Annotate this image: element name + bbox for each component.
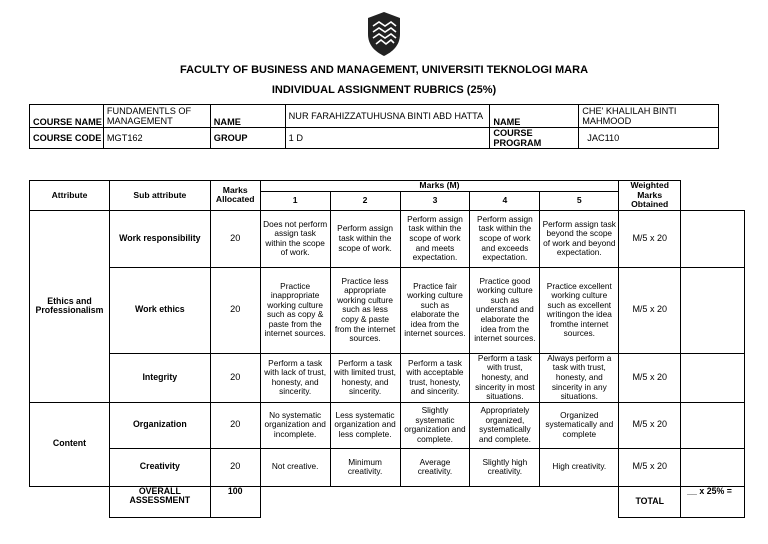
level-4-cell: Slightly high creativity.	[470, 448, 540, 486]
rubric-row	[30, 448, 745, 486]
weighted-score-cell[interactable]	[681, 353, 745, 402]
level-4-cell: Practice good working culture such as understand and elaborate the idea from the internet sources.	[470, 267, 540, 353]
name-label: NAME	[210, 105, 285, 128]
rubric-row	[30, 267, 745, 353]
marks-cell: 20	[210, 210, 260, 267]
level-5-header: 5	[540, 192, 619, 211]
formula-cell: M/5 x 20	[619, 402, 681, 448]
level-3-cell: Practice fair working culture such as elaborate the idea from the internet sources.	[400, 267, 470, 353]
marks-cell: 20	[210, 267, 260, 353]
level-1-cell: Not creative.	[260, 448, 330, 486]
level-4-header: 4	[470, 192, 540, 211]
weighted-score-cell[interactable]	[681, 448, 745, 486]
sub-attribute-cell: Creativity	[109, 448, 210, 486]
sub-attribute-cell: Integrity	[109, 353, 210, 402]
marks-cell: 20	[210, 402, 260, 448]
sub-attribute-cell: Work responsibility	[109, 210, 210, 267]
formula-cell: M/5 x 20	[619, 353, 681, 402]
course-program-label: COURSE PROGRAM	[490, 128, 579, 149]
weighted-score-cell[interactable]	[681, 210, 745, 267]
course-name-label: COURSE NAME	[30, 105, 104, 128]
overall-assessment-label: OVERALL ASSESSMENT	[109, 486, 210, 517]
overall-spacer	[260, 486, 619, 517]
level-2-cell: Minimum creativity.	[330, 448, 400, 486]
attribute-cell: Ethics and Professionalism	[30, 210, 110, 402]
rubric-row	[30, 402, 745, 448]
level-3-cell: Slightly systematic organization and complete.	[400, 402, 470, 448]
marks-m-header: Marks (M)	[260, 181, 619, 192]
total-label: TOTAL	[619, 486, 681, 517]
sub-attribute-cell: Organization	[109, 402, 210, 448]
sub-attribute-header: Sub attribute	[109, 181, 210, 211]
weighted-score-cell[interactable]	[681, 402, 745, 448]
course-name-value: FUNDAMENTLS OF MANAGEMENT	[103, 105, 210, 128]
attribute-cell: Content	[30, 402, 110, 486]
overall-row	[30, 486, 745, 517]
level-2-cell: Less systematic organization and less complete.	[330, 402, 400, 448]
lecturer-name: CHE' KHALILAH BINTI MAHMOOD	[579, 105, 719, 128]
level-2-cell: Perform assign task within the scope of work.	[330, 210, 400, 267]
sub-attribute-cell: Work ethics	[109, 267, 210, 353]
course-info-table	[29, 104, 719, 149]
marks-allocated-header: Marks Allocated	[210, 181, 260, 211]
weighted-score-cell[interactable]	[681, 267, 745, 353]
level-4-cell: Perform a task with trust, honesty, and sincerity in most situations.	[470, 353, 540, 402]
lecturer-name-label: NAME	[490, 105, 579, 128]
level-5-cell: High creativity.	[540, 448, 619, 486]
formula-cell: M/5 x 20	[619, 267, 681, 353]
header-blank	[681, 181, 745, 211]
level-5-cell: Always perform a task with trust, honesty, and sincerity in any situations.	[540, 353, 619, 402]
level-1-cell: Does not perform assign task within the scope of work.	[260, 210, 330, 267]
level-3-cell: Perform a task with acceptable trust, honesty, and sincerity.	[400, 353, 470, 402]
group-label: GROUP	[210, 128, 285, 149]
marks-cell: 20	[210, 448, 260, 486]
level-3-cell: Perform assign task within the scope of work and meets expectation.	[400, 210, 470, 267]
level-5-cell: Perform assign task beyond the scope of work and beyond expectation.	[540, 210, 619, 267]
level-1-header: 1	[260, 192, 330, 211]
course-code-label: COURSE CODE	[30, 128, 104, 149]
course-code-value: MGT162	[103, 128, 210, 149]
level-3-cell: Average creativity.	[400, 448, 470, 486]
level-2-cell: Perform a task with limited trust, honesty, and sincerity.	[330, 353, 400, 402]
level-5-cell: Practice excellent working culture such as excellent writingon the idea fromthe internet sources.	[540, 267, 619, 353]
rubric-row	[30, 210, 745, 267]
faculty-title: FACULTY OF BUSINESS AND MANAGEMENT, UNIVERSITI TEKNOLOGI MARA	[179, 64, 589, 76]
rubric-table	[29, 180, 745, 518]
student-name: NUR FARAHIZZATUHUSNA BINTI ABD HATTA	[285, 105, 490, 128]
rubric-title: INDIVIDUAL ASSIGNMENT RUBRICS (25%)	[271, 84, 497, 96]
total-formula[interactable]: __ x 25% =	[681, 486, 745, 517]
overall-blank	[30, 486, 110, 517]
course-program-value: JAC110	[579, 128, 719, 149]
marks-cell: 20	[210, 353, 260, 402]
group-value: 1 D	[285, 128, 490, 149]
level-1-cell: Practice inappropriate working culture such as copy & paste from the internet sources.	[260, 267, 330, 353]
rubric-row	[30, 353, 745, 402]
level-3-header: 3	[400, 192, 470, 211]
weighted-marks-header: Weighted Marks Obtained	[619, 181, 681, 211]
formula-cell: M/5 x 20	[619, 210, 681, 267]
level-4-cell: Perform assign task within the scope of work and exceeds expectation.	[470, 210, 540, 267]
uitm-crest-icon	[364, 12, 404, 56]
level-1-cell: No systematic organization and incomplete.	[260, 402, 330, 448]
attribute-header: Attribute	[30, 181, 110, 211]
level-5-cell: Organized systematically and complete	[540, 402, 619, 448]
level-2-header: 2	[330, 192, 400, 211]
level-2-cell: Practice less appropriate working culture such as less copy & paste from the internet sources.	[330, 267, 400, 353]
level-1-cell: Perform a task with lack of trust, honesty, and sincerity.	[260, 353, 330, 402]
level-4-cell: Appropriately organized, systematically and complete.	[470, 402, 540, 448]
overall-marks: 100	[210, 486, 260, 517]
formula-cell: M/5 x 20	[619, 448, 681, 486]
